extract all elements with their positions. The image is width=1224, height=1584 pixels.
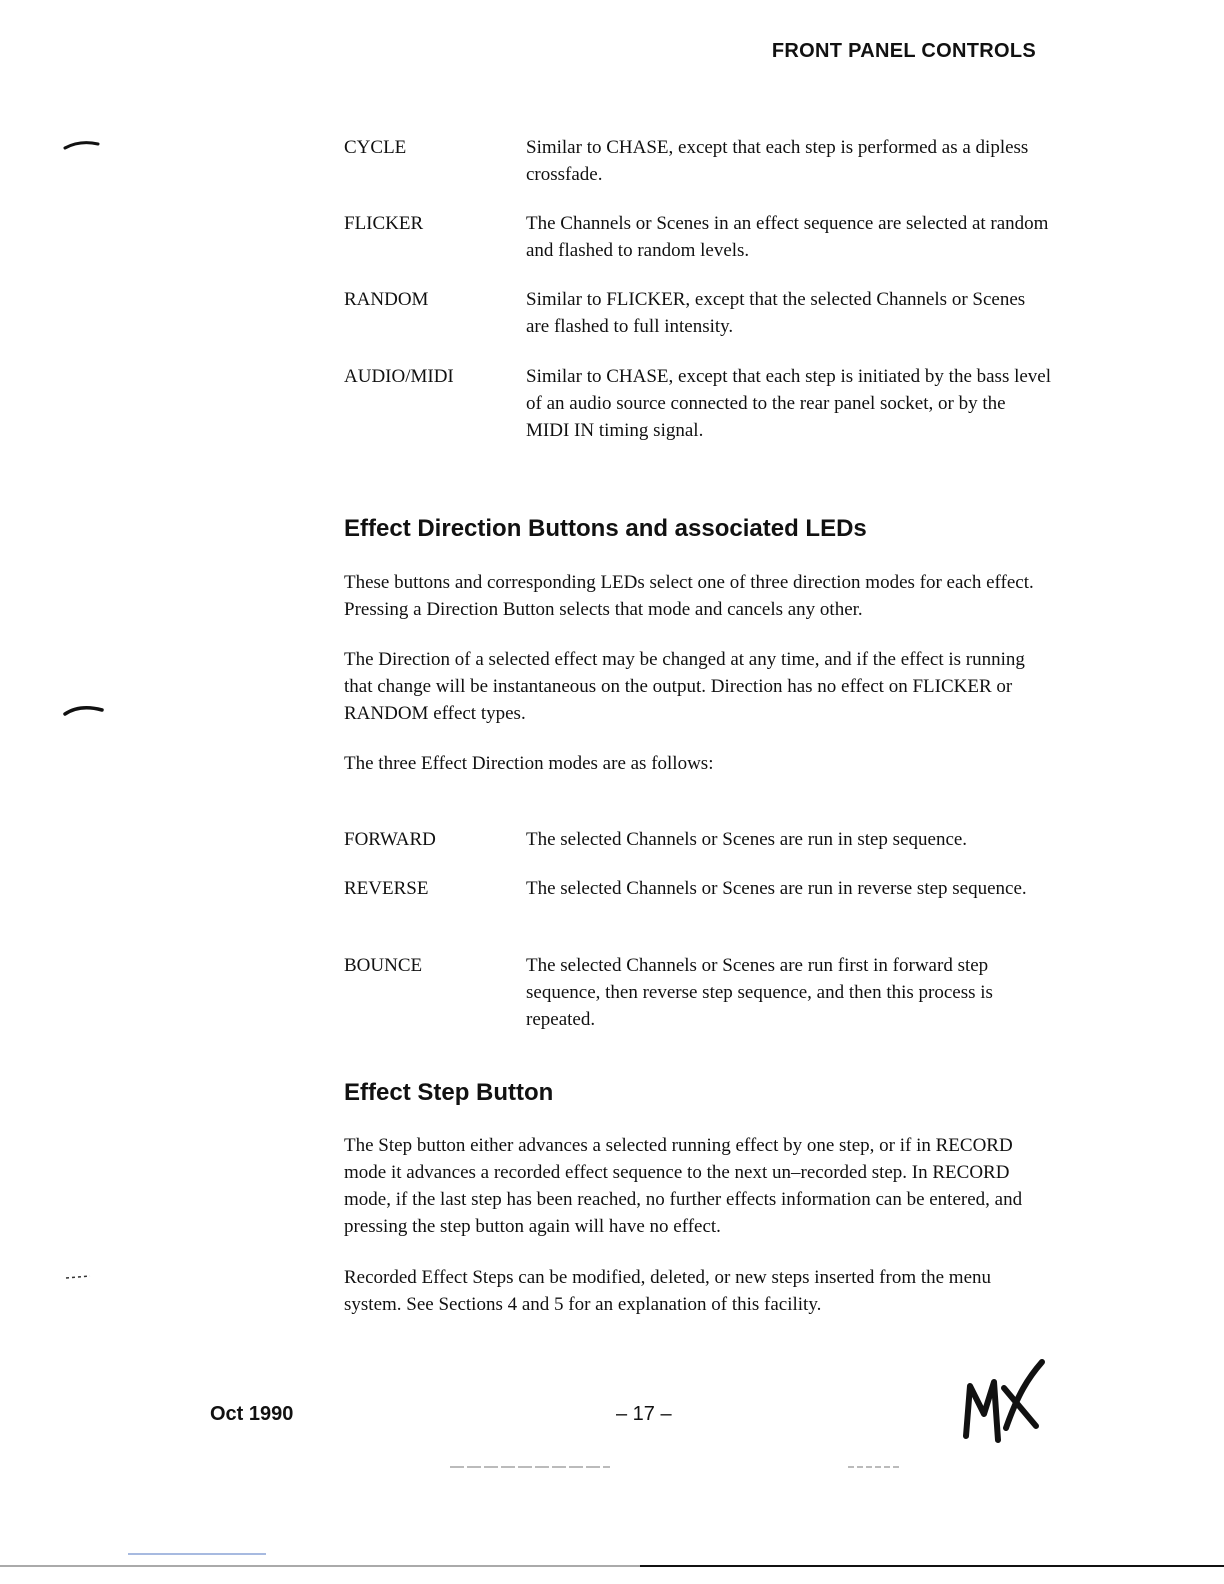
paragraph: Recorded Effect Steps can be modified, deleted, or new steps inserted from the menu system. See Sections 4 and 5 for an explanation of this facility. [344,1267,992,1315]
binder-hole-mark [62,138,102,152]
paragraph: The Direction of a selected effect may be changed at any time, and if the effect is running that change will be instantaneous on the output. Direction has no effect on FLICKER or RANDOM effect types. [344,649,1025,724]
section-heading-effect-direction: Effect Direction Buttons and associated LEDs [344,515,867,542]
binder-hole-mark [64,1272,94,1282]
definition-description: Similar to FLICKER, except that the selected Channels or Scenes are flashed to full intensity. [526,289,1026,337]
definition-description: The selected Channels or Scenes are run first in forward step sequence, then reverse step sequence, and then this process is repeated. [526,955,993,1030]
definition-description: The selected Channels or Scenes are run in step sequence. [526,829,968,850]
paragraph: The Step button either advances a selected running effect by one step, or if in RECORD mode it advances a recorded effect sequence to the next un–recorded step. In RECORD mode, if the last step has been reached, no further effects information can be entered, and pressing the step button again will have no effect. [344,1135,1023,1237]
definition-description: The selected Channels or Scenes are run in reverse step sequence. [526,878,1027,899]
definition-term: FORWARD [344,829,436,850]
definition-term: FLICKER [344,213,424,234]
page-header-title: FRONT PANEL CONTROLS [771,40,1036,62]
footer-date: Oct 1990 [210,1403,294,1425]
definition-term: REVERSE [344,878,429,899]
paragraph: The three Effect Direction modes are as follows: [344,753,714,774]
definition-description: Similar to CHASE, except that each step is initiated by the bass level of an audio source connected to the rear panel socket, or by the MIDI IN timing signal. [526,366,1052,441]
section-heading-effect-step: Effect Step Button [344,1079,554,1106]
binder-hole-mark [62,702,106,718]
definition-description: Similar to CHASE, except that each step is performed as a dipless crossfade. [526,137,1029,185]
definition-term: BOUNCE [344,955,423,976]
mx-logo [956,1356,1052,1446]
definition-term: RANDOM [344,289,429,310]
paragraph: These buttons and corresponding LEDs select one of three direction modes for each effect. Pressing a Direction Button selects that mode and cancels any other. [344,572,1034,620]
definition-term: CYCLE [344,137,407,158]
page-number: – 17 – [616,1403,672,1425]
scan-edge-lines [0,1462,1224,1572]
definition-description: The Channels or Scenes in an effect sequence are selected at random and flashed to random levels. [526,213,1049,261]
definition-term: AUDIO/MIDI [344,366,454,387]
